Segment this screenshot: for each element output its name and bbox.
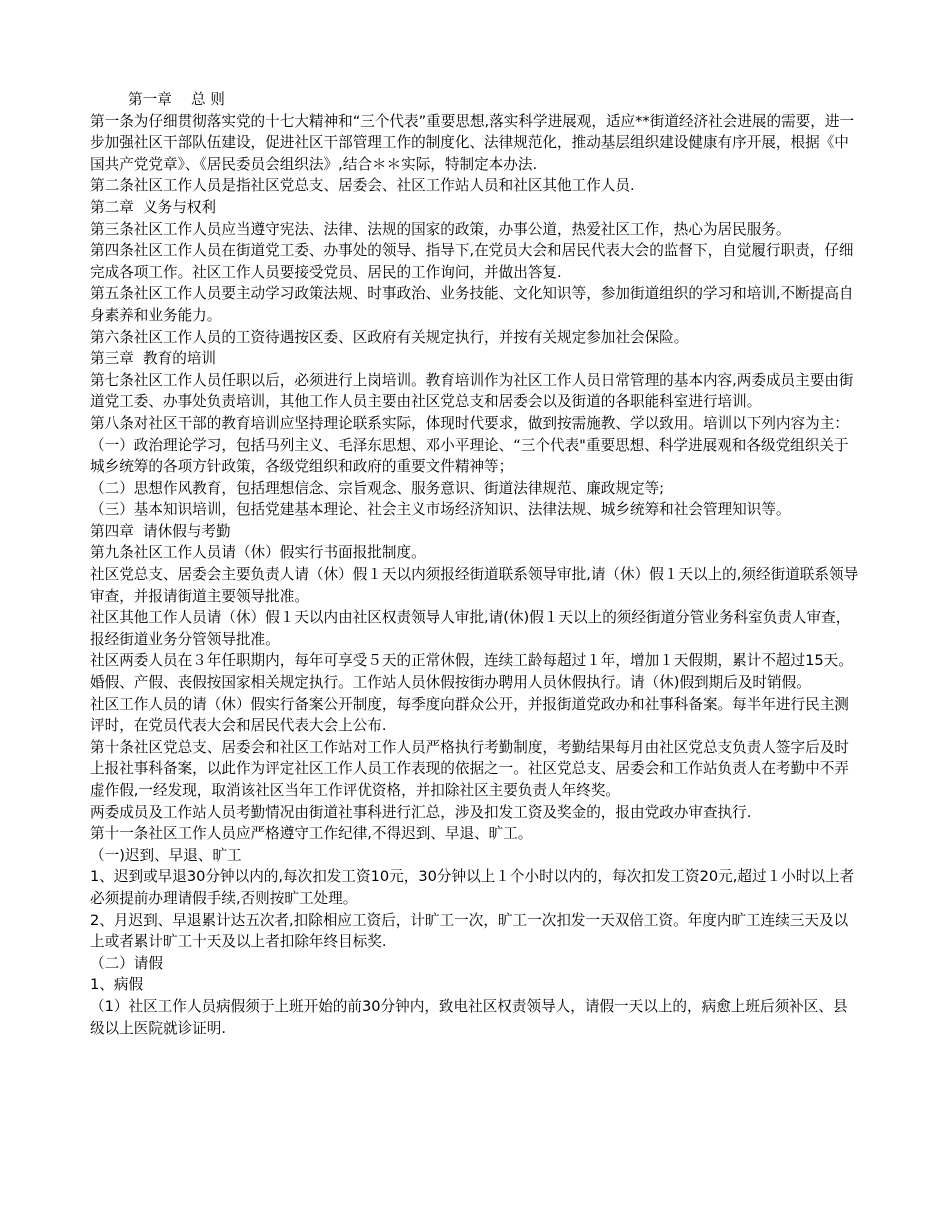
article-paragraph: 社区工作人员的请（休）假实行备案公开制度，每季度向群众公开，并报街道党政办和社事科备案。每半年进行民主测评时，在党员代表大会和居民代表大会上公布. (90, 695, 849, 735)
chapter-heading: 第一章 总 则 (128, 91, 225, 108)
list-item: 2、月迟到、早退累计达五次者,扣除相应工资后，计旷工一次，旷工一次扣发一天双倍工资。年度内旷工连续三天及以上或者累计旷工十天及以上者扣除年终目标奖. (90, 911, 849, 951)
article-paragraph: 第一条为仔细贯彻落实党的十七大精神和“三个代表”重要思想,落实科学进展观，适应**街道经济社会进展的需要，进一步加强社区干部队伍建设，促进社区干部管理工作的制度化、法律规范化，推动基层组织建设健康有序开展，根据《中国共产党党章》、《居民委员会组织法》,结合＊＊实际，特制定本办法. (90, 112, 855, 173)
chapter-heading: 第二章 义务与权利 (90, 198, 217, 216)
article-paragraph: 社区两委人员在３年任职期内，每年可享受５天的正常休假，连续工龄每超过１年，增加１天假期，累计不超过15天。婚假、产假、丧假按国家相关规定执行。工作站人员休假按街办聘用人员休假执行。请（休)假到期后及时销假。 (90, 652, 853, 692)
chapter-heading: 第三章 教育的培训 (90, 350, 217, 368)
document-body (90, 89, 862, 1039)
chapter-heading: 第四章 请休假与考勤 (90, 522, 231, 540)
list-item: （二）思想作风教育，包括理想信念、宗旨观念、服务意识、街道法律规范、廉政规定等; (90, 479, 665, 497)
list-item: 1、迟到或早退30分钟以内的,每次扣发工资10元，30分钟以上１个小时以内的，每次扣发工资20元,超过１小时以上者必须提前办理请假手续,否则按旷工处理。 (90, 868, 855, 907)
sub-heading: 1、病假 (90, 976, 144, 994)
list-item: （三）基本知识培训，包括党建基本理论、社会主义市场经济知识、法律法规、城乡统筹和社会管理知识等。 (90, 501, 791, 519)
article-paragraph: 第六条社区工作人员的工资待遇按区委、区政府有关规定执行，并按有关规定参加社会保险。 (90, 328, 689, 346)
article-paragraph: 第七条社区工作人员任职以后，必须进行上岗培训。教育培训作为社区工作人员日常管理的基本内容,两委成员主要由街道党工委、办事处负责培训，其他工作人员主要由社区党总支和居委会以及街道的各职能科室进行培训。 (90, 371, 854, 411)
article-paragraph: 第三条社区工作人员应当遵守宪法、法律、法规的国家的政策，办事公道，热爱社区工作，热心为居民服务。 (90, 220, 791, 238)
article-paragraph: 第十一条社区工作人员应严格遵守工作纪律,不得迟到、早退、旷工。 (90, 825, 533, 843)
article-paragraph: 第四条社区工作人员在街道党工委、办事处的领导、指导下,在党员大会和居民代表大会的监督下，自觉履行职责，仔细完成各项工作。社区工作人员要接受党员、居民的工作询问，并做出答复. (90, 242, 854, 281)
article-paragraph: 社区其他工作人员请（休）假１天以内由社区权责领导人审批,请(休)假１天以上的须经街道分管业务科室负责人审查，报经街道业务分管领导批准。 (90, 609, 851, 648)
list-item: （1）社区工作人员病假须于上班开始的前30分钟内，致电社区权责领导人，请假一天以上的，病愈上班后须补区、县级以上医院就诊证明. (90, 997, 848, 1037)
article-paragraph: 第二条社区工作人员是指社区党总支、居委会、社区工作站人员和社区其他工作人员. (90, 177, 635, 195)
article-paragraph: 第八条对社区干部的教育培训应坚持理论联系实际，体现时代要求，做到按需施教、学以致用。培训以下列内容为主： (90, 414, 849, 432)
sub-heading: （一)迟到、早退、旷工 (90, 846, 242, 864)
article-paragraph: 两委成员及工作站人员考勤情况由街道社事科进行汇总，涉及扣发工资及奖金的，报由党政办审查执行. (90, 803, 752, 821)
article-paragraph: 第九条社区工作人员请（休）假实行书面报批制度。 (90, 544, 426, 562)
article-paragraph: 第十条社区党总支、居委会和社区工作站对工作人员严格执行考勤制度，考勤结果每月由社区党总支负责人签字后及时上报社事科备案，以此作为评定社区工作人员工作表现的依据之一。社区党总支、居委会和工作站负责人在考勤中不弄虚作假,一经发现，取消该社区当年工作评优资格，并扣除社区主要负责人年终奖。 (90, 738, 849, 799)
list-item: （一）政治理论学习，包括马列主义、毛泽东思想、邓小平理论、“三个代表"重要思想、科学进展观和各级党组织关于城乡统筹的各项方针政策，各级党组织和政府的重要文件精神等； (90, 436, 849, 476)
sub-heading: （二）请假 (90, 954, 163, 972)
article-paragraph: 社区党总支、居委会主要负责人请（休）假１天以内须报经街道联系领导审批,请（休）假１天以上的,须经街道联系领导审查，并报请街道主要领导批准。 (90, 566, 859, 605)
article-paragraph: 第五条社区工作人员要主动学习政策法规、时事政治、业务技能、文化知识等，参加街道组织的学习和培训,不断提高自身素养和业务能力。 (90, 285, 854, 324)
